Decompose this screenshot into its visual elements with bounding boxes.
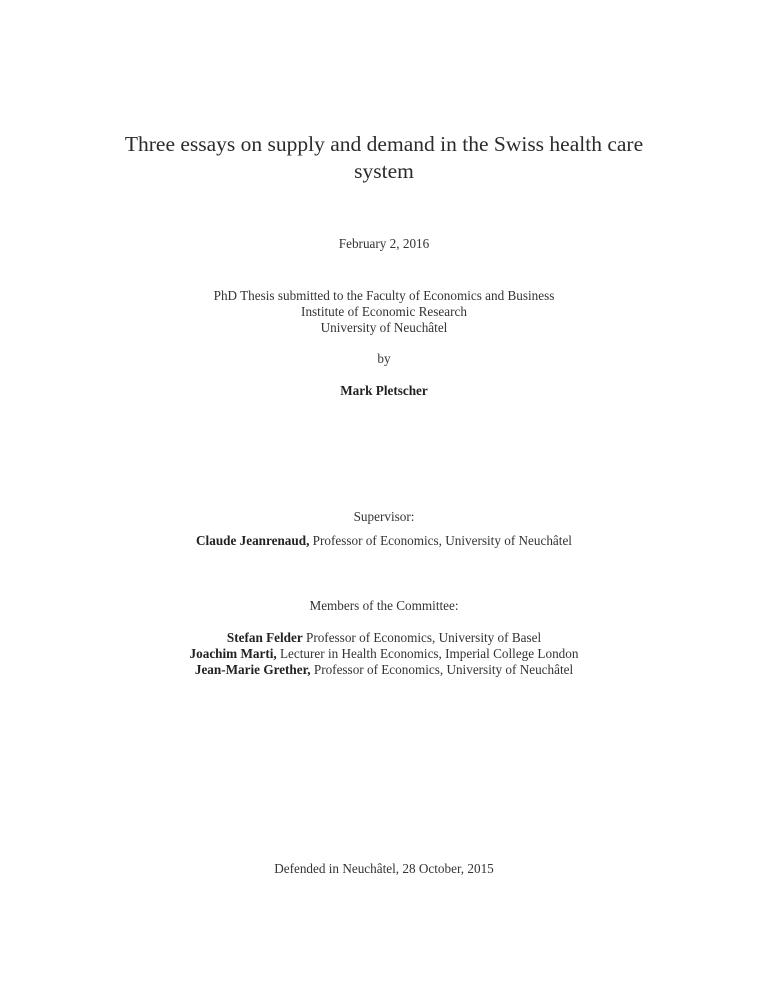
committee-member-role: Professor of Economics, University of Neuchâtel <box>310 662 574 677</box>
supervisor-label: Supervisor: <box>353 509 415 524</box>
affiliation-block <box>0 288 768 336</box>
committee-member-role: Lecturer in Health Economics, Imperial College London <box>276 646 579 661</box>
defense-statement: Defended in Neuchâtel, 28 October, 2015 <box>274 861 494 876</box>
supervisor-name: Claude Jeanrenaud, <box>196 533 310 548</box>
affiliation-institute: Institute of Economic Research <box>301 304 467 319</box>
committee-member-role: Professor of Economics, University of Basel <box>302 630 542 645</box>
thesis-title: Three essays on supply and demand in the Swiss health care system <box>124 132 644 183</box>
committee-member-name: Jean-Marie Grether, <box>194 662 311 677</box>
thesis-date: February 2, 2016 <box>338 236 430 251</box>
supervisor-entry <box>0 533 768 549</box>
committee-label: Members of the Committee: <box>309 598 459 613</box>
committee-member <box>0 646 768 662</box>
author-name: Mark Pletscher <box>340 383 428 398</box>
by-label: by <box>377 351 391 366</box>
committee-list <box>0 630 768 678</box>
affiliation-university: University of Neuchâtel <box>320 320 448 335</box>
committee-member <box>0 630 768 646</box>
affiliation-faculty: PhD Thesis submitted to the Faculty of Economics and Business <box>213 288 555 303</box>
committee-member-name: Joachim Marti, <box>189 646 277 661</box>
committee-member <box>0 662 768 678</box>
supervisor-role: Professor of Economics, University of Neuchâtel <box>309 533 572 548</box>
committee-member-name: Stefan Felder <box>226 630 303 645</box>
